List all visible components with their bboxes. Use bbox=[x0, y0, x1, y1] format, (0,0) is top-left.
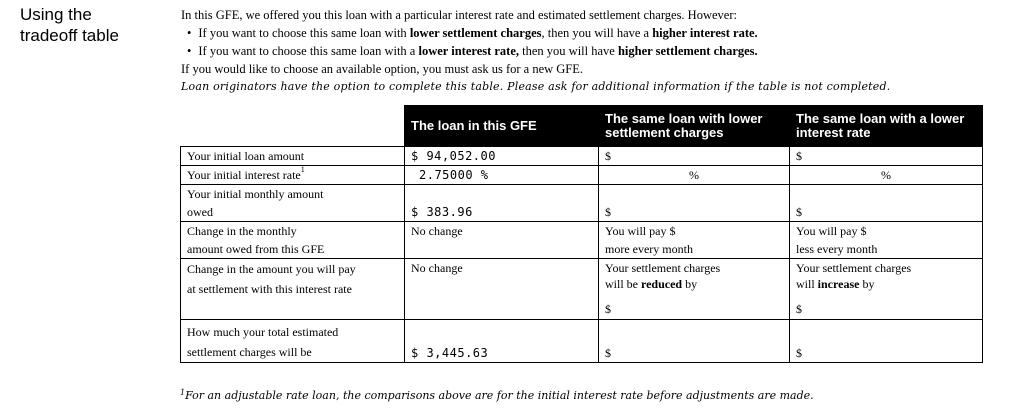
intro-bullets bbox=[181, 24, 1001, 60]
section-title bbox=[20, 4, 119, 46]
tradeoff-table bbox=[180, 105, 983, 363]
section-title-line1: Using the bbox=[20, 5, 92, 24]
table-row bbox=[181, 320, 983, 363]
footnote-marker: 1 bbox=[180, 388, 186, 397]
gfe-change-monthly: No change bbox=[405, 222, 599, 259]
row-label-change-monthly: Change in the monthly amount owed from this GFE bbox=[181, 222, 405, 259]
gfe-loan-amount: $ 94,052.00 bbox=[405, 147, 599, 166]
table-row bbox=[181, 259, 983, 320]
header-lower-charges: The same loan with lower settlement charges bbox=[599, 106, 790, 147]
footnote-text: For an adjustable rate loan, the comparisons above are for the initial interest rate before adjustments are made. bbox=[185, 389, 814, 402]
intro-lead: In this GFE, we offered you this loan with a particular interest rate and estimated settlement charges. However: bbox=[181, 8, 737, 22]
header-gfe-loan: The loan in this GFE bbox=[405, 106, 599, 147]
lower-charges-monthly: $ bbox=[599, 185, 790, 222]
table-row bbox=[181, 147, 983, 166]
bullet-lower-charges: • If you want to choose this same loan with lower settlement charges, then you will have a higher interest rate. bbox=[187, 24, 1001, 42]
gfe-total: $ 3,445.63 bbox=[405, 320, 599, 363]
lower-rate-monthly: $ bbox=[790, 185, 983, 222]
table-row bbox=[181, 185, 983, 222]
row-label-loan-amount: Your initial loan amount bbox=[181, 147, 405, 166]
lower-rate-loan-amount: $ bbox=[790, 147, 983, 166]
lower-charges-change-settlement: Your settlement charges will be reduced by $ bbox=[599, 259, 790, 320]
header-blank-cell bbox=[181, 106, 405, 147]
footnote bbox=[180, 389, 814, 403]
table-row bbox=[181, 222, 983, 259]
gfe-interest-rate: 2.75000 % bbox=[405, 166, 599, 185]
lower-rate-change-monthly: You will pay $ less every month bbox=[790, 222, 983, 259]
lower-charges-interest-rate: % bbox=[599, 166, 790, 185]
originator-note: Loan originators have the option to complete this table. Please ask for additional information if the table is not completed. bbox=[181, 80, 891, 93]
intro-ask: If you would like to choose an available option, you must ask us for a new GFE. bbox=[181, 62, 584, 76]
gfe-change-settlement: No change bbox=[405, 259, 599, 320]
row-label-interest-rate: Your initial interest rate$^1$ bbox=[181, 166, 405, 185]
lower-charges-total: $ bbox=[599, 320, 790, 363]
row-label-change-settlement: Change in the amount you will pay at settlement with this interest rate bbox=[181, 259, 405, 320]
lower-rate-total: $ bbox=[790, 320, 983, 363]
row-label-monthly: Your initial monthly amount owed bbox=[181, 185, 405, 222]
lower-charges-loan-amount: $ bbox=[599, 147, 790, 166]
table-row bbox=[181, 166, 983, 185]
lower-charges-change-monthly: You will pay $ more every month bbox=[599, 222, 790, 259]
lower-rate-interest-rate: % bbox=[790, 166, 983, 185]
row-label-total: How much your total estimated settlement charges will be bbox=[181, 320, 405, 363]
table-header-row bbox=[181, 106, 983, 147]
gfe-monthly: $ 383.96 bbox=[405, 185, 599, 222]
bullet-lower-rate: • If you want to choose this same loan with a lower interest rate, then you will have higher settlement charges. bbox=[187, 42, 1001, 60]
header-lower-rate: The same loan with a lower interest rate bbox=[790, 106, 983, 147]
lower-rate-change-settlement: Your settlement charges will increase by $ bbox=[790, 259, 983, 320]
section-title-line2: tradeoff table bbox=[20, 26, 119, 45]
intro-text bbox=[181, 6, 1001, 96]
footnote-ref: 1 bbox=[300, 165, 305, 174]
